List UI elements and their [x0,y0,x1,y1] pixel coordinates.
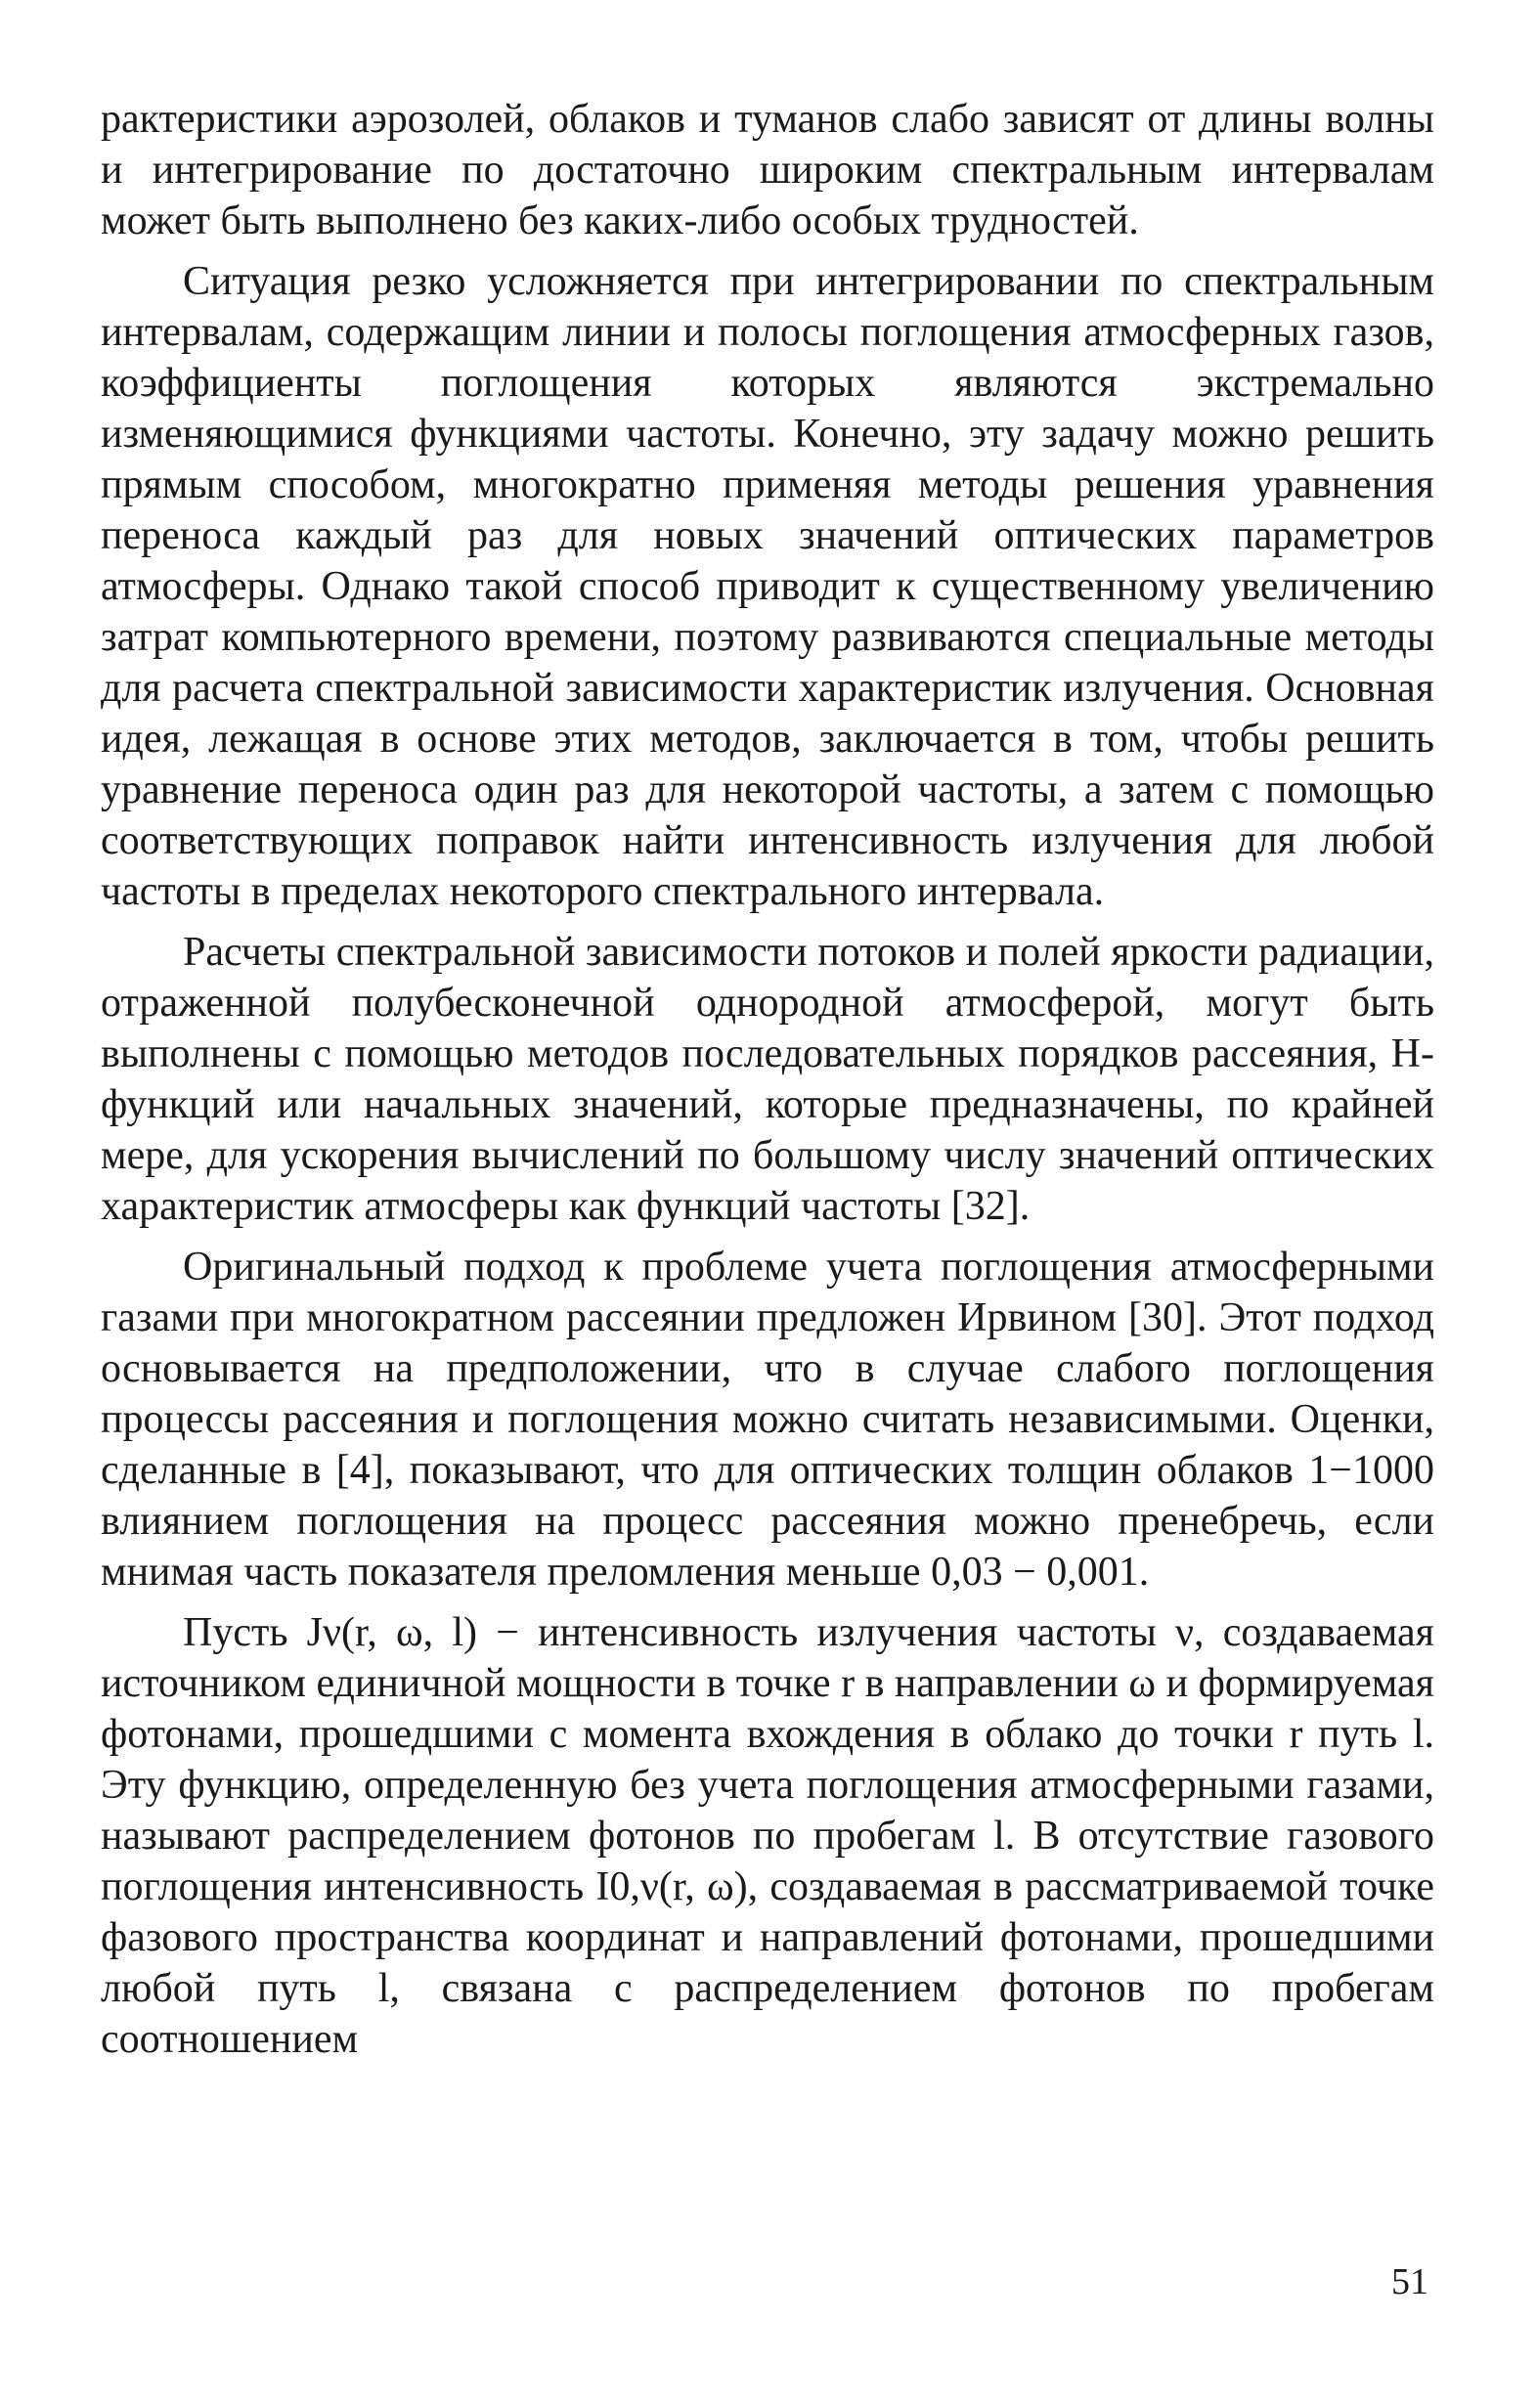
page-number: 51 [1391,2261,1428,2302]
paragraph-4: Оригинальный подход к проблеме учета поглощения атмосферными газами при многократном рассеянии предложен Ирвином [30]. Этот подход основывается на предположении, что в случае слабого поглощения процессы рассеяния и поглощения можно считать независимыми. Оценки, сделанные в [4], показывают, что для оптических толщин облаков 1−1000 влиянием поглощения на процесс рассеяния можно пренебречь, если мнимая часть показателя преломления меньше 0,03 − 0,001. [101,1245,1434,1595]
paragraph-2: Ситуация резко усложняется при интегрировании по спектральным интервалам, содержащим линии и полосы поглощения атмосферных газов, коэффициенты поглощения которых являются экстремально изменяющимися функциями частоты. Конечно, эту задачу можно решить прямым способом, многократно применяя методы решения уравнения переноса каждый раз для новых значений оптических параметров атмосферы. Однако такой способ приводит к существенному увеличению затрат компьютерного времени, поэтому развиваются специальные методы для расчета спектральной зависимости характеристик излучения. Основная идея, лежащая в основе этих методов, заключается в том, чтобы решить уравнение переноса один раз для некоторой частоты, а затем с помощью соответствующих поправок найти интенсивность излучения для любой частоты в пределах некоторого спектрального интервала. [101,259,1434,914]
body-text [101,94,1434,2075]
paragraph-5: Пусть Jν(r, ω, l) − интенсивность излучения частоты ν, создаваемая источником единичной мощности в точке r в направлении ω и формируемая фотонами, прошедшими с момента вхождения в облако до точки r путь l. Эту функцию, определенную без учета поглощения атмосферными газами, называют распределением фотонов по пробегам l. В отсутствие газового поглощения интенсивность I0,ν(r, ω), создаваемая в рассматриваемой точке фазового пространства координат и направлений фотонами, прошедшими любой путь l, связана с распределением фотонов по пробегам соотношением [101,1610,1434,2062]
paragraph-3: Расчеты спектральной зависимости потоков и полей яркости радиации, отраженной полубесконечной однородной атмосферой, могут быть выполнены с помощью методов последовательных порядков рассеяния, H-функций или начальных значений, которые предназначены, по крайней мере, для ускорения вычислений по большому числу значений оптических характеристик атмосферы как функций частоты [32]. [101,930,1434,1229]
paragraph-1: рактеристики аэрозолей, облаков и туманов слабо зависят от длины волны и интегрирование по достаточно широким спектральным интервалам может быть выполнено без каких-либо особых трудностей. [101,97,1434,243]
